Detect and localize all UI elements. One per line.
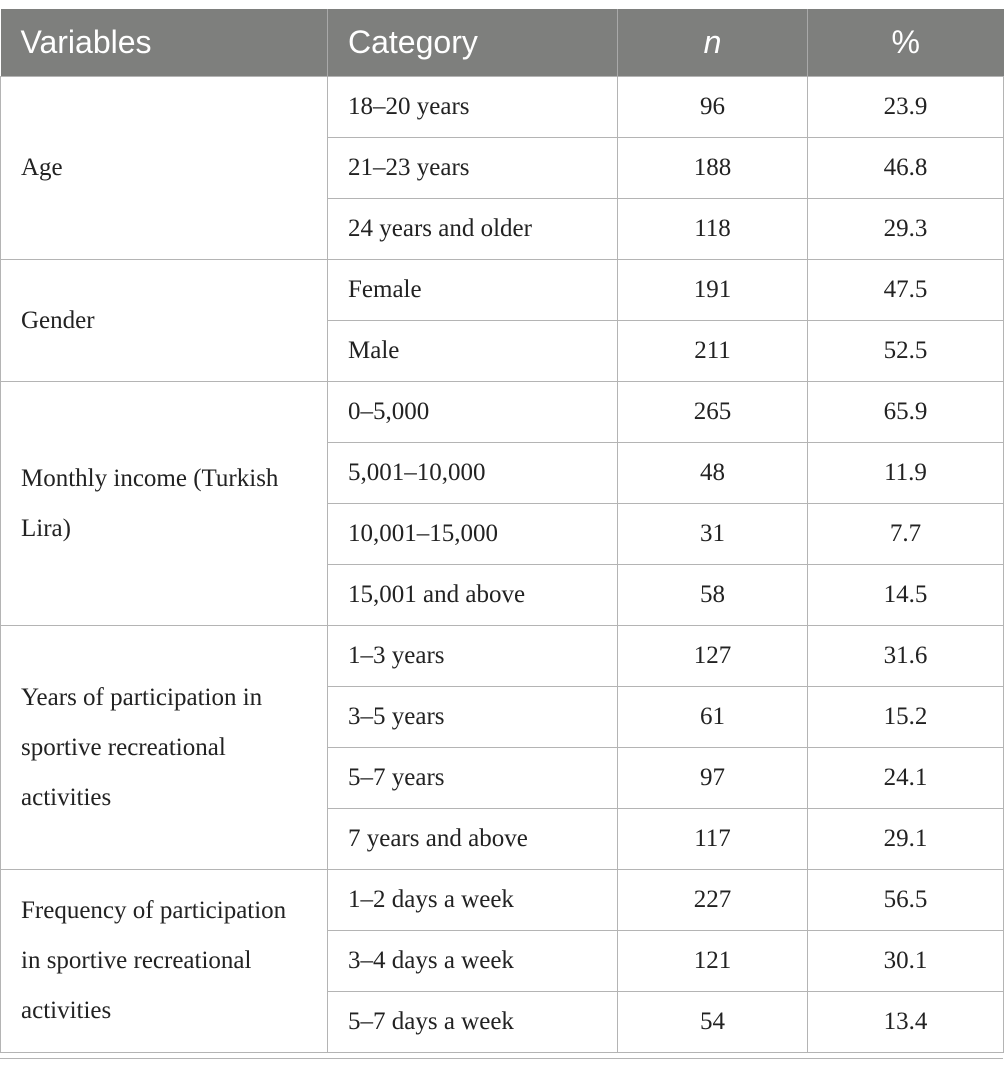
n-cell: 127 xyxy=(618,626,808,687)
n-cell: 97 xyxy=(618,748,808,809)
n-cell: 265 xyxy=(618,382,808,443)
n-cell: 54 xyxy=(618,992,808,1053)
n-cell: 191 xyxy=(618,260,808,321)
table-row xyxy=(1,77,1004,138)
header-category: Category xyxy=(328,9,618,77)
percent-cell: 65.9 xyxy=(808,382,1004,443)
percent-cell: 14.5 xyxy=(808,565,1004,626)
percent-cell: 29.1 xyxy=(808,809,1004,870)
header-row xyxy=(1,9,1004,77)
category-cell: 0–5,000 xyxy=(328,382,618,443)
category-cell: 24 years and older xyxy=(328,199,618,260)
percent-cell: 56.5 xyxy=(808,870,1004,931)
percent-cell: 52.5 xyxy=(808,321,1004,382)
n-cell: 211 xyxy=(618,321,808,382)
header-variables: Variables xyxy=(1,9,328,77)
percent-cell: 30.1 xyxy=(808,931,1004,992)
variable-cell: Frequency of participation in sportive recreational activities xyxy=(1,870,328,1053)
n-cell: 121 xyxy=(618,931,808,992)
percent-cell: 24.1 xyxy=(808,748,1004,809)
category-cell: 5–7 days a week xyxy=(328,992,618,1053)
variable-cell: Years of participation in sportive recreational activities xyxy=(1,626,328,870)
n-cell: 96 xyxy=(618,77,808,138)
table-bottom-rule xyxy=(0,1058,1003,1059)
percent-cell: 23.9 xyxy=(808,77,1004,138)
table-row xyxy=(1,382,1004,443)
category-cell: 10,001–15,000 xyxy=(328,504,618,565)
category-cell: Female xyxy=(328,260,618,321)
demographics-table xyxy=(0,9,1004,1053)
header-n: n xyxy=(618,9,808,77)
n-cell: 117 xyxy=(618,809,808,870)
category-cell: 5–7 years xyxy=(328,748,618,809)
header-percent: % xyxy=(808,9,1004,77)
percent-cell: 47.5 xyxy=(808,260,1004,321)
category-cell: 3–4 days a week xyxy=(328,931,618,992)
percent-cell: 13.4 xyxy=(808,992,1004,1053)
percent-cell: 31.6 xyxy=(808,626,1004,687)
category-cell: 3–5 years xyxy=(328,687,618,748)
n-cell: 118 xyxy=(618,199,808,260)
category-cell: 1–2 days a week xyxy=(328,870,618,931)
table-row xyxy=(1,870,1004,931)
n-cell: 188 xyxy=(618,138,808,199)
percent-cell: 15.2 xyxy=(808,687,1004,748)
variable-cell: Monthly income (Turkish Lira) xyxy=(1,382,328,626)
category-cell: Male xyxy=(328,321,618,382)
percent-cell: 11.9 xyxy=(808,443,1004,504)
table-row xyxy=(1,260,1004,321)
table-row xyxy=(1,626,1004,687)
category-cell: 15,001 and above xyxy=(328,565,618,626)
n-cell: 227 xyxy=(618,870,808,931)
variable-cell: Gender xyxy=(1,260,328,382)
n-cell: 31 xyxy=(618,504,808,565)
n-cell: 48 xyxy=(618,443,808,504)
percent-cell: 7.7 xyxy=(808,504,1004,565)
category-cell: 7 years and above xyxy=(328,809,618,870)
n-cell: 58 xyxy=(618,565,808,626)
variable-cell: Age xyxy=(1,77,328,260)
n-cell: 61 xyxy=(618,687,808,748)
category-cell: 1–3 years xyxy=(328,626,618,687)
percent-cell: 46.8 xyxy=(808,138,1004,199)
category-cell: 21–23 years xyxy=(328,138,618,199)
table-body xyxy=(1,77,1004,1053)
category-cell: 5,001–10,000 xyxy=(328,443,618,504)
percent-cell: 29.3 xyxy=(808,199,1004,260)
category-cell: 18–20 years xyxy=(328,77,618,138)
